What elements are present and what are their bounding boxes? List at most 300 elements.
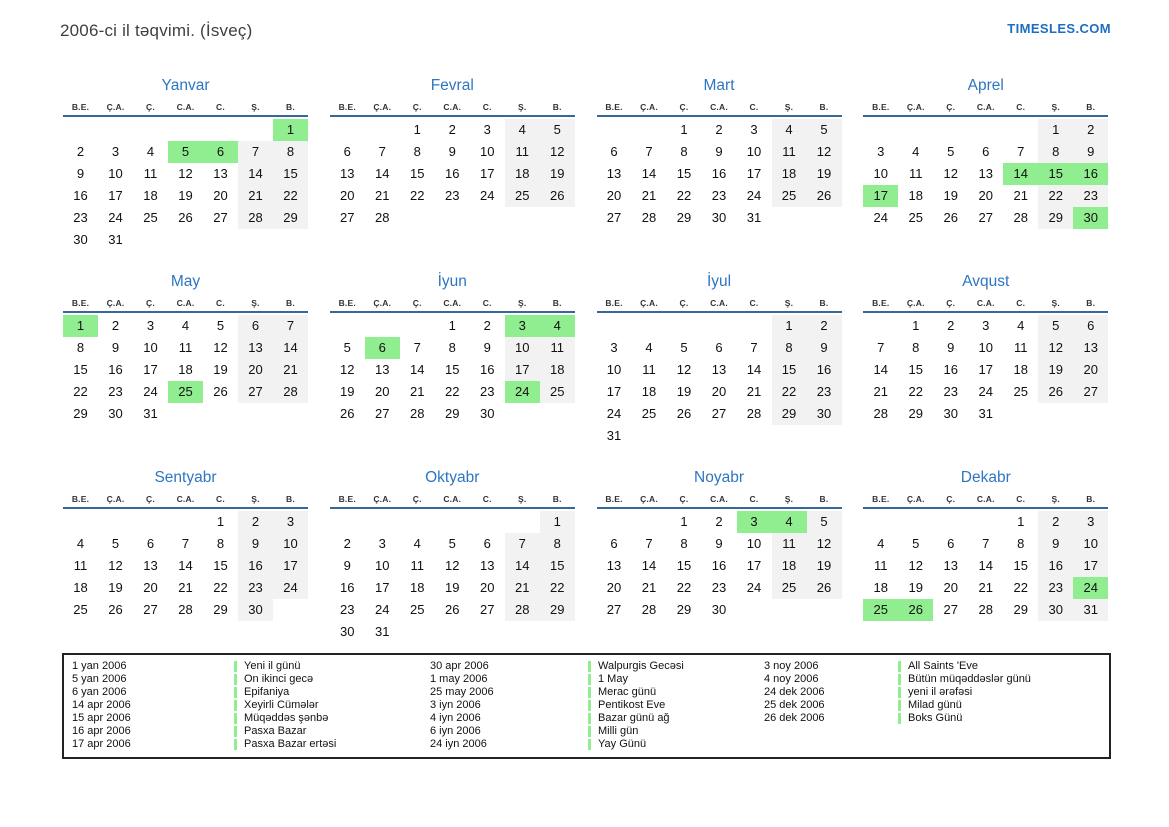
weekday-header-row (329, 296, 576, 310)
weekday-header: C. (1016, 298, 1026, 308)
weekday-header-row (862, 296, 1109, 310)
empty-day-cell (168, 403, 203, 425)
day-cell: 18 (908, 188, 923, 203)
weekday-header: C. (1016, 494, 1026, 504)
day-cell: 17 (108, 188, 123, 203)
day-cell: 4 (645, 340, 653, 355)
day-cell: 22 (676, 188, 692, 203)
empty-day-cell (968, 119, 1003, 141)
day-cell: 14 (410, 362, 425, 377)
day-cell: 8 (1017, 536, 1025, 551)
day-cell: 19 (540, 163, 575, 185)
day-cell: 23 (445, 188, 460, 203)
day-cell: 23 (340, 602, 355, 617)
legend-name (588, 660, 764, 673)
day-cell: 18 (73, 580, 88, 595)
day-cell: 16 (1073, 163, 1108, 185)
day-cell: 19 (213, 362, 228, 377)
day-cell: 20 (213, 188, 228, 203)
day-cell: 30 (340, 624, 355, 639)
day-cell: 10 (375, 558, 390, 573)
day-cell: 11 (505, 141, 540, 163)
day-cell: 18 (143, 188, 158, 203)
day-cell: 12 (178, 166, 193, 181)
day-cell: 21 (238, 185, 273, 207)
day-cell: 25 (1013, 384, 1028, 399)
legend-name (234, 738, 430, 751)
day-cell: 1 (63, 315, 98, 337)
day-cell: 5 (168, 141, 203, 163)
day-cell: 20 (1073, 359, 1108, 381)
day-cell: 10 (606, 362, 622, 377)
day-cell: 27 (606, 210, 622, 225)
holiday-marker-icon (234, 713, 237, 724)
day-cell: 19 (908, 580, 923, 595)
day-cell: 24 (480, 188, 495, 203)
day-cell: 19 (807, 163, 842, 185)
day-cell: 10 (746, 536, 762, 551)
day-cell: 6 (343, 144, 351, 159)
day-cell: 3 (111, 144, 120, 159)
day-cell: 9 (1073, 141, 1108, 163)
day-cell: 18 (178, 362, 193, 377)
day-cell: 9 (947, 340, 955, 355)
day-cell: 29 (1013, 602, 1028, 617)
day-cell: 26 (676, 406, 692, 421)
day-cell: 13 (606, 558, 622, 573)
day-cell: 26 (898, 599, 933, 621)
day-cell: 28 (641, 210, 657, 225)
legend-name (588, 712, 764, 725)
weekday-header: Ç. (146, 298, 155, 308)
legend-name (588, 738, 764, 751)
day-cell: 16 (1038, 555, 1073, 577)
day-cell: 3 (610, 340, 618, 355)
day-cell: 8 (1038, 141, 1073, 163)
day-cell: 25 (641, 406, 657, 421)
day-cell: 9 (76, 166, 85, 181)
day-cell: 7 (750, 340, 758, 355)
day-cell: 2 (1073, 119, 1108, 141)
day-cell: 19 (445, 580, 460, 595)
weekday-header: B. (552, 102, 562, 112)
day-cell: 15 (676, 166, 692, 181)
day-cell: 3 (877, 144, 885, 159)
day-cell: 17 (746, 558, 762, 573)
day-cell: 25 (863, 599, 898, 621)
month-title: Mart (703, 77, 735, 94)
day-cell: 26 (445, 602, 460, 617)
day-cell: 3 (982, 318, 990, 333)
holiday-marker-icon (588, 687, 591, 698)
day-cell: 15 (73, 362, 88, 377)
day-cell: 24 (746, 580, 762, 595)
empty-day-cell (273, 229, 308, 251)
legend-name (234, 673, 430, 686)
day-cell: 24 (505, 381, 540, 403)
legend-name (898, 712, 1101, 725)
day-cell: 10 (108, 166, 123, 181)
weekday-header: B.E. (71, 494, 90, 504)
weekday-header: Ç. (679, 102, 689, 112)
legend-date: 17 apr 2006 (72, 738, 131, 750)
day-cell: 14 (1003, 163, 1038, 185)
legend-date: 1 may 2006 (430, 673, 488, 685)
day-cell: 22 (273, 185, 308, 207)
day-cell: 4 (413, 536, 421, 551)
day-cell: 17 (143, 362, 158, 377)
empty-day-cell (238, 119, 273, 141)
day-cell: 29 (772, 403, 807, 425)
day-cell: 31 (143, 406, 158, 421)
month-days (62, 315, 309, 425)
day-cell: 9 (1038, 533, 1073, 555)
day-cell: 28 (1013, 210, 1028, 225)
legend-name (588, 673, 764, 686)
empty-day-cell (400, 511, 435, 533)
day-cell: 22 (410, 188, 425, 203)
day-cell: 28 (505, 599, 540, 621)
day-cell: 14 (746, 362, 762, 377)
legend-name (588, 699, 764, 712)
weekday-header-row (596, 100, 843, 114)
day-cell: 25 (908, 210, 923, 225)
day-cell: 27 (375, 406, 390, 421)
legend-date: 4 iyn 2006 (430, 712, 481, 724)
weekday-header: B. (552, 298, 562, 308)
weekday-header: C. (216, 494, 225, 504)
day-cell: 2 (448, 122, 456, 137)
day-cell: 29 (676, 602, 692, 617)
day-cell: 14 (273, 337, 308, 359)
day-cell: 30 (711, 210, 727, 225)
empty-day-cell (933, 119, 968, 141)
day-cell: 26 (340, 406, 355, 421)
legend-name-text: yeni il ərəfəsi (908, 686, 973, 698)
header-rule (597, 115, 842, 117)
empty-day-cell (540, 403, 575, 425)
header-rule (330, 507, 575, 509)
weekday-header: C.A. (443, 102, 462, 112)
day-cell: 5 (807, 511, 842, 533)
weekday-header-row (862, 100, 1109, 114)
legend-name (588, 725, 764, 738)
day-cell: 15 (445, 362, 460, 377)
empty-day-cell (702, 315, 737, 337)
site-brand-link[interactable]: TIMESLES.COM (1007, 21, 1111, 36)
day-cell: 23 (108, 384, 123, 399)
day-cell: 22 (540, 577, 575, 599)
empty-day-cell (505, 511, 540, 533)
day-cell: 22 (908, 384, 923, 399)
day-cell: 8 (216, 536, 225, 551)
empty-day-cell (273, 599, 308, 621)
legend-name-text: Yay Günü (598, 738, 647, 750)
day-cell: 21 (178, 580, 193, 595)
legend-name-text: Pasxa Bazar ertəsi (244, 738, 337, 750)
day-cell: 22 (772, 381, 807, 403)
month-days (596, 119, 843, 229)
weekday-header: B.E. (605, 298, 623, 308)
holiday-legend (62, 653, 1111, 759)
day-cell: 2 (76, 144, 85, 159)
legend-name (588, 686, 764, 699)
weekday-header: B. (1086, 102, 1096, 112)
month-days (329, 511, 576, 643)
day-cell: 6 (483, 536, 491, 551)
legend-date: 3 noy 2006 (764, 660, 819, 672)
day-cell: 23 (238, 577, 273, 599)
weekday-header: B.E. (872, 298, 890, 308)
header-rule (63, 115, 308, 117)
weekday-header: B.E. (338, 298, 356, 308)
day-cell: 29 (908, 406, 923, 421)
day-cell: 17 (978, 362, 993, 377)
day-cell: 28 (746, 406, 762, 421)
header-rule (63, 311, 308, 313)
month-title: Fevral (430, 77, 474, 94)
weekday-header: B. (819, 102, 829, 112)
day-cell: 6 (947, 536, 955, 551)
weekday-header: B. (286, 494, 295, 504)
day-cell: 1 (540, 511, 575, 533)
weekday-header: Ç.A. (640, 298, 658, 308)
day-cell: 5 (540, 119, 575, 141)
day-cell: 17 (746, 166, 762, 181)
legend-date: 15 apr 2006 (72, 712, 131, 724)
weekday-header: Ç.A. (106, 298, 125, 308)
weekday-header-row (862, 492, 1109, 506)
weekday-header: Ş. (518, 298, 527, 308)
day-cell: 7 (505, 533, 540, 555)
day-cell: 12 (213, 340, 228, 355)
day-cell: 12 (807, 533, 842, 555)
day-cell: 13 (238, 337, 273, 359)
weekday-header: Ç. (946, 494, 956, 504)
empty-day-cell (632, 315, 667, 337)
weekday-header-row (596, 296, 843, 310)
weekday-header: Ş. (251, 298, 260, 308)
day-cell: 28 (410, 406, 425, 421)
month-title: May (170, 273, 201, 290)
weekday-header: B.E. (71, 102, 90, 112)
month-title: Sentyabr (154, 469, 217, 486)
empty-day-cell (933, 511, 968, 533)
empty-day-cell (330, 119, 365, 141)
day-cell: 3 (273, 511, 308, 533)
empty-day-cell (238, 403, 273, 425)
day-cell: 1 (413, 122, 421, 137)
legend-date: 30 apr 2006 (430, 660, 489, 672)
empty-day-cell (365, 315, 400, 337)
month-days (862, 511, 1109, 621)
day-cell: 24 (978, 384, 993, 399)
day-cell: 31 (1073, 599, 1108, 621)
holiday-marker-icon (588, 713, 591, 724)
day-cell: 18 (772, 163, 807, 185)
day-cell: 14 (178, 558, 193, 573)
empty-day-cell (133, 119, 168, 141)
day-cell: 12 (1038, 337, 1073, 359)
day-cell: 9 (238, 533, 273, 555)
empty-day-cell (1003, 119, 1038, 141)
empty-day-cell (597, 511, 632, 533)
empty-day-cell (203, 119, 238, 141)
weekday-header: Ç.A. (373, 494, 392, 504)
legend-date: 1 yan 2006 (72, 660, 127, 672)
month-days (862, 315, 1109, 425)
day-cell: 29 (213, 602, 228, 617)
weekday-header-row (329, 100, 576, 114)
day-cell: 14 (641, 558, 657, 573)
header-rule (330, 115, 575, 117)
day-cell: 9 (483, 340, 491, 355)
day-cell: 13 (711, 362, 727, 377)
day-cell: 25 (772, 185, 807, 207)
weekday-header: Ş. (251, 102, 260, 112)
day-cell: 13 (143, 558, 158, 573)
day-cell: 5 (680, 340, 688, 355)
day-cell: 30 (108, 406, 123, 421)
legend-date: 25 may 2006 (430, 686, 494, 698)
day-cell: 13 (213, 166, 228, 181)
weekday-header: Ş. (1051, 494, 1060, 504)
day-cell: 20 (480, 580, 495, 595)
day-cell: 5 (807, 119, 842, 141)
holiday-marker-icon (588, 674, 591, 685)
empty-day-cell (898, 119, 933, 141)
day-cell: 23 (480, 384, 495, 399)
day-cell: 27 (143, 602, 158, 617)
day-cell: 19 (676, 384, 692, 399)
day-cell: 20 (978, 188, 993, 203)
weekday-header: C. (216, 102, 225, 112)
day-cell: 30 (480, 406, 495, 421)
day-cell: 19 (108, 580, 123, 595)
day-cell: 15 (1038, 163, 1073, 185)
day-cell: 26 (943, 210, 958, 225)
day-cell: 11 (73, 558, 88, 573)
weekday-header: Ş. (518, 494, 527, 504)
day-cell: 23 (807, 381, 842, 403)
day-cell: 9 (715, 144, 723, 159)
weekday-header: C. (482, 494, 492, 504)
empty-day-cell (863, 511, 898, 533)
empty-day-cell (1073, 403, 1108, 425)
day-cell: 15 (908, 362, 923, 377)
legend-date: 14 apr 2006 (72, 699, 131, 711)
day-cell: 10 (873, 166, 888, 181)
empty-day-cell (133, 229, 168, 251)
day-cell: 31 (746, 210, 762, 225)
legend-name-text: All Saints 'Eve (908, 660, 978, 672)
day-cell: 26 (1038, 381, 1073, 403)
day-cell: 14 (873, 362, 888, 377)
day-cell: 29 (1038, 207, 1073, 229)
day-cell: 27 (213, 210, 228, 225)
day-cell: 24 (108, 210, 123, 225)
empty-day-cell (400, 207, 435, 229)
month-days (862, 119, 1109, 229)
legend-name (234, 712, 430, 725)
weekday-header: Ç.A. (106, 494, 125, 504)
day-cell: 28 (375, 210, 390, 225)
day-cell: 19 (178, 188, 193, 203)
month-days (62, 511, 309, 621)
empty-day-cell (435, 511, 470, 533)
weekday-header: B.E. (872, 102, 890, 112)
day-cell: 8 (448, 340, 456, 355)
legend-date: 5 yan 2006 (72, 673, 127, 685)
day-cell: 25 (168, 381, 203, 403)
weekday-header: C.A. (443, 298, 462, 308)
day-cell: 28 (978, 602, 993, 617)
day-cell: 8 (76, 340, 85, 355)
day-cell: 26 (540, 185, 575, 207)
day-cell: 19 (943, 188, 958, 203)
legend-name-text: Milad günü (908, 699, 962, 711)
legend-name-text: Milli gün (598, 725, 639, 737)
day-cell: 29 (73, 406, 88, 421)
weekday-header: Ç. (679, 494, 689, 504)
day-cell: 10 (978, 340, 993, 355)
empty-day-cell (505, 207, 540, 229)
weekday-header: C.A. (176, 494, 195, 504)
empty-day-cell (330, 315, 365, 337)
weekday-header: Ç. (946, 102, 956, 112)
legend-name-text: Epifaniya (244, 686, 290, 698)
day-cell: 25 (505, 185, 540, 207)
day-cell: 6 (982, 144, 990, 159)
weekday-header: Ç.A. (373, 102, 392, 112)
day-cell: 9 (715, 536, 723, 551)
day-cell: 27 (480, 602, 495, 617)
month-title: Dekabr (960, 469, 1011, 486)
day-cell: 16 (807, 359, 842, 381)
legend-name-text: Pentikost Eve (598, 699, 666, 711)
legend-name (234, 686, 430, 699)
legend-name (898, 660, 1101, 673)
weekday-header: C.A. (176, 102, 195, 112)
legend-name-text: Merac günü (598, 686, 657, 698)
weekday-header: C.A. (710, 102, 728, 112)
month-7 (596, 272, 843, 468)
empty-day-cell (1038, 403, 1073, 425)
day-cell: 23 (1038, 577, 1073, 599)
day-cell: 21 (641, 188, 657, 203)
day-cell: 28 (238, 207, 273, 229)
day-cell: 29 (445, 406, 460, 421)
weekday-header: B. (286, 102, 295, 112)
day-cell: 29 (273, 207, 308, 229)
day-cell: 13 (1073, 337, 1108, 359)
day-cell: 24 (273, 577, 308, 599)
weekday-header: C. (749, 298, 759, 308)
legend-name-text: Yeni il günü (244, 660, 301, 672)
day-cell: 15 (772, 359, 807, 381)
empty-day-cell (737, 425, 772, 447)
day-cell: 10 (273, 533, 308, 555)
weekday-header: C. (482, 102, 492, 112)
month-title: Yanvar (161, 77, 210, 94)
day-cell: 17 (1073, 555, 1108, 577)
holiday-marker-icon (234, 687, 237, 698)
day-cell: 1 (1038, 119, 1073, 141)
empty-day-cell (667, 425, 702, 447)
weekday-header: Ş. (518, 102, 527, 112)
day-cell: 11 (410, 558, 424, 573)
holiday-marker-icon (588, 739, 591, 750)
